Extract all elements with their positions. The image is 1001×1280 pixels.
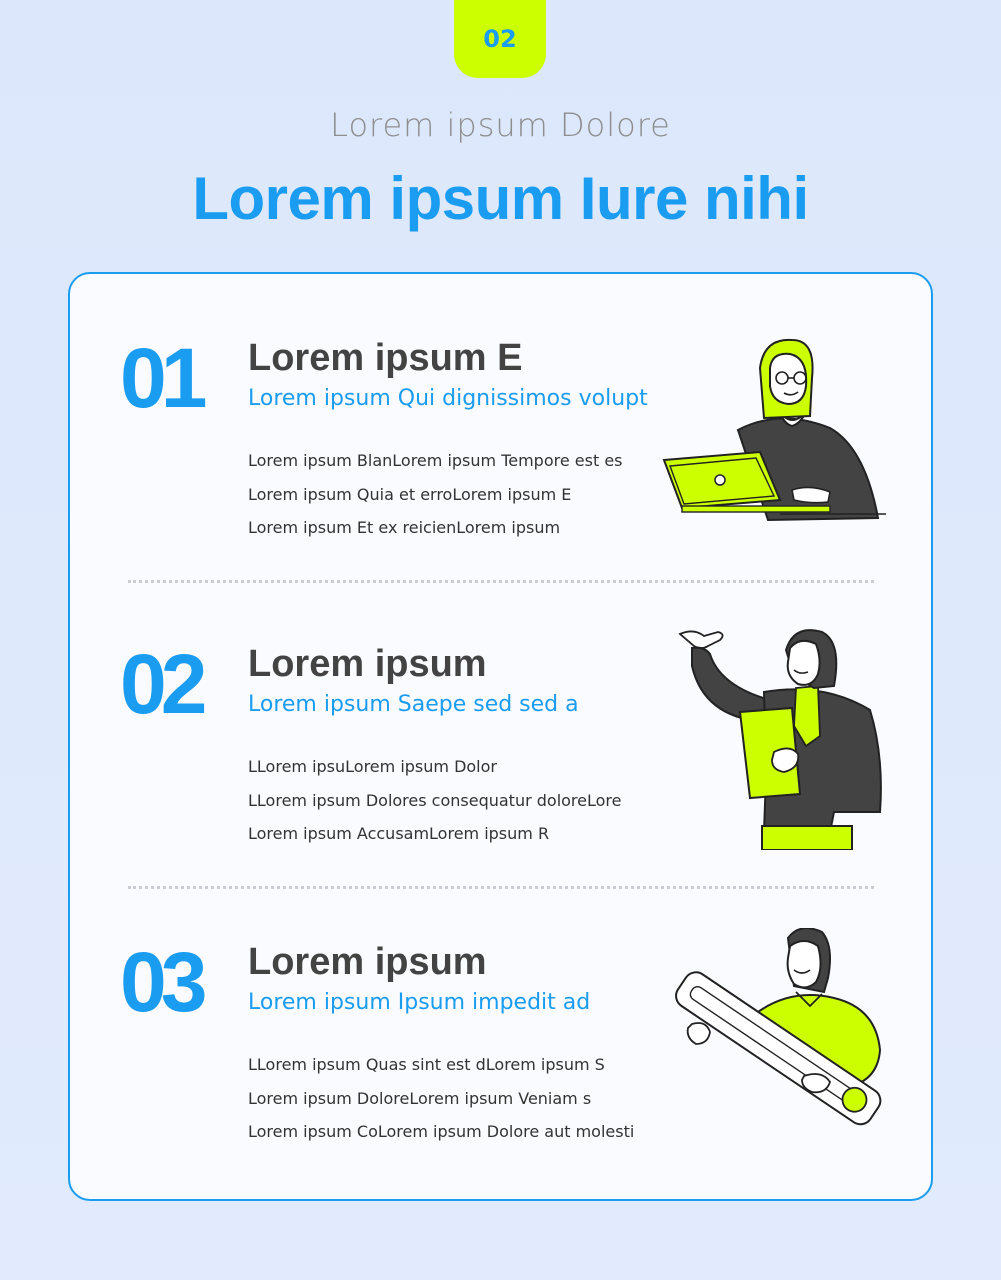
section-2	[70, 637, 935, 902]
page-number-badge: 02	[454, 0, 546, 78]
section-line: LLorem ipsuLorem ipsum Dolor	[248, 757, 497, 776]
section-line: Lorem ipsum Quia et erroLorem ipsum E	[248, 484, 572, 504]
section-line: LLorem ipsum Dolores consequatur doloreLore	[248, 790, 622, 810]
section-1	[70, 331, 935, 596]
section-subheading: Lorem ipsum Saepe sed sed a	[248, 692, 579, 717]
section-divider	[128, 886, 874, 889]
section-line: Lorem ipsum DoloreLorem ipsum Veniam s	[248, 1088, 592, 1108]
section-lines	[248, 1048, 634, 1149]
section-number: 03	[120, 935, 202, 1029]
section-line: Lorem ipsum AccusamLorem ipsum R	[248, 824, 550, 843]
woman-with-laptop-icon	[660, 338, 890, 528]
section-heading: Lorem ipsum	[248, 941, 487, 983]
section-lines	[248, 444, 623, 545]
section-lines	[248, 750, 622, 851]
page-title: Lorem ipsum Iure nihi	[192, 165, 809, 232]
section-heading: Lorem ipsum	[248, 643, 487, 685]
woman-with-slider-icon	[666, 928, 888, 1148]
page-eyebrow: Lorem ipsum Dolore	[330, 106, 671, 144]
section-number: 01	[120, 331, 202, 425]
section-subheading: Lorem ipsum Qui dignissimos volupt	[248, 386, 648, 411]
content-card	[68, 272, 933, 1201]
woman-presenting-icon	[674, 626, 894, 850]
section-subheading: Lorem ipsum Ipsum impedit ad	[248, 990, 591, 1015]
section-divider	[128, 580, 874, 583]
section-line: Lorem ipsum BlanLorem ipsum Tempore est es	[248, 451, 623, 470]
section-line: Lorem ipsum Et ex reicienLorem ipsum	[248, 518, 561, 537]
section-line: Lorem ipsum CoLorem ipsum Dolore aut molesti	[248, 1122, 635, 1141]
section-number: 02	[120, 637, 202, 731]
section-line: LLorem ipsum Quas sint est dLorem ipsum S	[248, 1055, 605, 1074]
section-3	[70, 935, 935, 1200]
section-heading: Lorem ipsum E	[248, 337, 523, 379]
